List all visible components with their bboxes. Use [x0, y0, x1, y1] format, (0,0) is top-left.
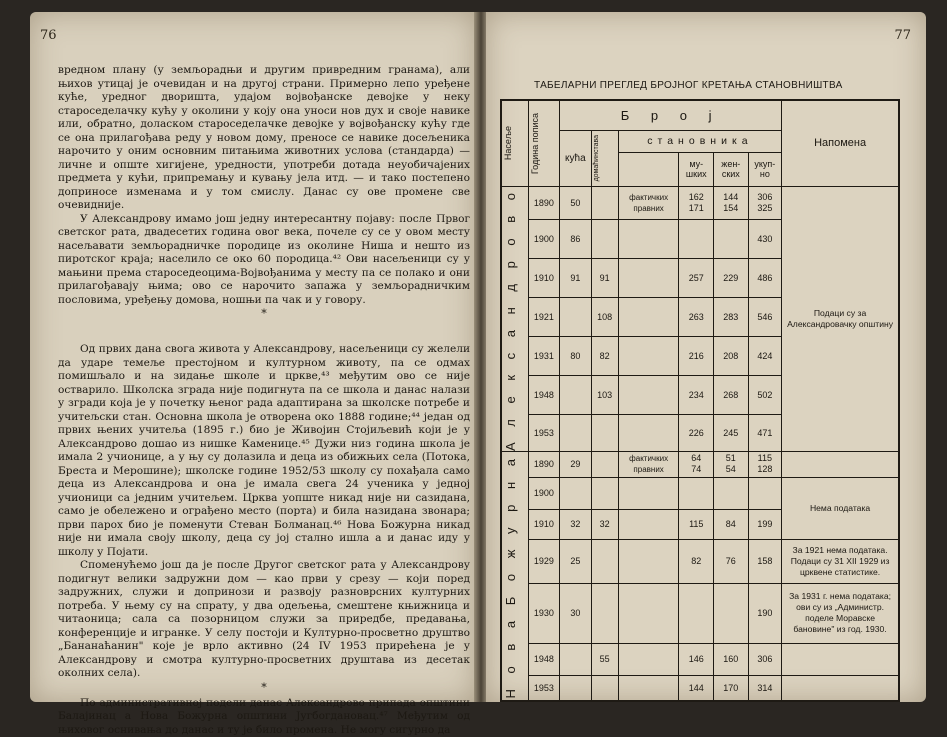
settlement-name: Н о в а Б о ж у р н а [501, 451, 528, 701]
note-aleksandrovo: Подаци су за Александровачку општину [782, 186, 899, 451]
header-houses: кућа [560, 130, 591, 186]
table-row: 1948 103 234 268 502 [501, 376, 899, 415]
header-note: Напомена [782, 100, 899, 186]
table-row: 1910 91 91 257 229 486 [501, 259, 899, 298]
paragraph: По административној подели данас Александрово припада општини Балајинац а Нова Божурна општини Југбогдановац.⁴⁷ Међутим од њиховог оснивања до данас и ту је било промена. Не могу сигурно да [58, 697, 470, 737]
paragraph: Споменућемо још да је после Другог светског рата у Александрову подигнут велики задружни дом — као први у срезу — који поред задружних, служи и допринози и развоју разноврсних културних потреба. У њему су на спрату, у два одељења, смештене књижница и читаоница; сала са позорницом служи за приредбе, предавања, конференције и игранке. У селу постоји и Културно-просветно друштво „Бананаћанин" које је врло активно (24 IV 1953 прирећена је у Александрову и смотра културно-просветних друштава из десетак околних села). [58, 559, 470, 681]
table-row: 1910 32 32 115 84 199 [501, 509, 899, 539]
header-households: домаћинстава [591, 130, 618, 186]
table-row: 1930 30 190 За 1931 г. нема података; ови су из „Администр. поделе Моравске бановине" из год. 1930. [501, 583, 899, 643]
population-table [500, 99, 900, 702]
left-page-text [58, 64, 470, 737]
table-row: 1900 86 430 [501, 220, 899, 259]
section-separator: * [58, 681, 470, 697]
note-no-data: Нема података [782, 477, 899, 539]
header-settlement: Насеље [501, 100, 528, 186]
table-row: 1921 108 263 283 546 [501, 298, 899, 337]
table-row: 1953 144 170 314 [501, 675, 899, 701]
header-female: жен-ских [714, 152, 749, 186]
paragraph: вредном плану (у земљорадњи и другим привредним гранама), али њихов утицај је очевидан и на другој страни. Примерно лепо уређене куће, уредног дворишта, удајом војвођанске девојке у неку староседелачку кућу у околини у коју она уноси нов дух и своје навике или, обратно, доласком староседелачке девојке у војвођанску кућу где се она прилагођава реду у новом дому, преносе се навике досељеника нарочито у оним основним питањима животних услова (стандарда) — личне и опште хигијене, уредности, употреби дотада неуобичајених предмета у кући, припремању и кувању јела итд. — и тако постепено доприносе изменама и у том смислу. Данас су ове промене све очевидније. [58, 64, 470, 213]
left-page-number: 76 [40, 28, 57, 43]
table-row: 1931 80 82 216 208 424 [501, 337, 899, 376]
section-separator: * [58, 307, 470, 323]
table-row: 1953 226 245 471 [501, 415, 899, 451]
table-row: Н о в а Б о ж у р н а 1890 29 фактичких правних 64 74 51 54 115 128 [501, 451, 899, 477]
table-row: 1929 25 82 76 158 За 1921 нема података. Подаци су 31 XII 1929 из црквене статистике. [501, 539, 899, 583]
table-row: 1948 55 146 160 306 [501, 643, 899, 675]
header-kind [618, 152, 679, 186]
note-1930: За 1931 г. нема података; ови су из „Администр. поделе Моравске бановине" из год. 1930. [782, 583, 899, 643]
paragraph: Од првих дана свога живота у Александрову, насељеници су желели да ударе темеље престојном и културном животу, па се одмах помишљало и на зидање школе и цркве,⁴³ међутим ово се није остварило. Школска зграда није подигнута па се школа и данас налази у згради која је у почетку њеног рада адаптирана за школске потребе и учитељски стан. Основна школа је отворена око 1888 године;⁴⁴ један од првих њених учитеља (1895 г.) био је Живојин Стојиљевић који је у Александрово дошао из нишке Каменице.⁴⁵ Дужи низ година школа је имала 2 учионице, а у њу су долазила и деца из обижњих села (Потока, Бреста и Мерошине); школске године 1952/53 школу су похађала само деца из Александрова и она је имала свега 24 ученика у једној учионици са једним учитељем. Црква уопште никад није ни сазидана, само је обележено и ограђено место (порта) и била назидана звонара; први парох био је поменути Стеван Болманац.⁴⁶ Нова Божурна никад није ни имала своју школу, деца су јој стално ишла а и данас иду у школу у Појати. [58, 343, 470, 559]
header-population: становника [618, 130, 781, 152]
right-page-content [486, 12, 926, 702]
header-year: Година пописа [528, 100, 559, 186]
header-male: му-шких [679, 152, 714, 186]
settlement-name: А л е к с а н д р о в о [501, 186, 528, 451]
header-total: укуп-но [748, 152, 782, 186]
note-1929: За 1921 нема података. Подаци су 31 XII 1929 из црквене статистике. [782, 539, 899, 583]
paragraph: У Александрову имамо још једну интересантну појаву: после Првог светског рата, двадесетих година овог века, почеле су се у овом месту насељавати земљорадничке породице из околине Ниша и нешто из пиротског краја; населило се око 60 породица.⁴² Ови насељеници су у мањини према староседеоцима-Војвођанима у месту па се полако и они прилагођавају њима; ово се нарочито запажа у земљорадничким пословима, уређењу домова, ношњи па чак и у говору. [58, 213, 470, 308]
right-page-number: 77 [894, 28, 911, 43]
table-row: 1900 Нема података [501, 477, 899, 509]
table-row: А л е к с а н д р о в о 1890 50 фактичких правних 162 171 144 154 306 325 Подаци су за Александровачку општину [501, 186, 899, 220]
header-number: Б р о ј [560, 100, 782, 130]
table-title: ТАБЕЛАРНИ ПРЕГЛЕД БРОЈНОГ КРЕТАЊА СТАНОВНИШТВА [534, 80, 914, 91]
